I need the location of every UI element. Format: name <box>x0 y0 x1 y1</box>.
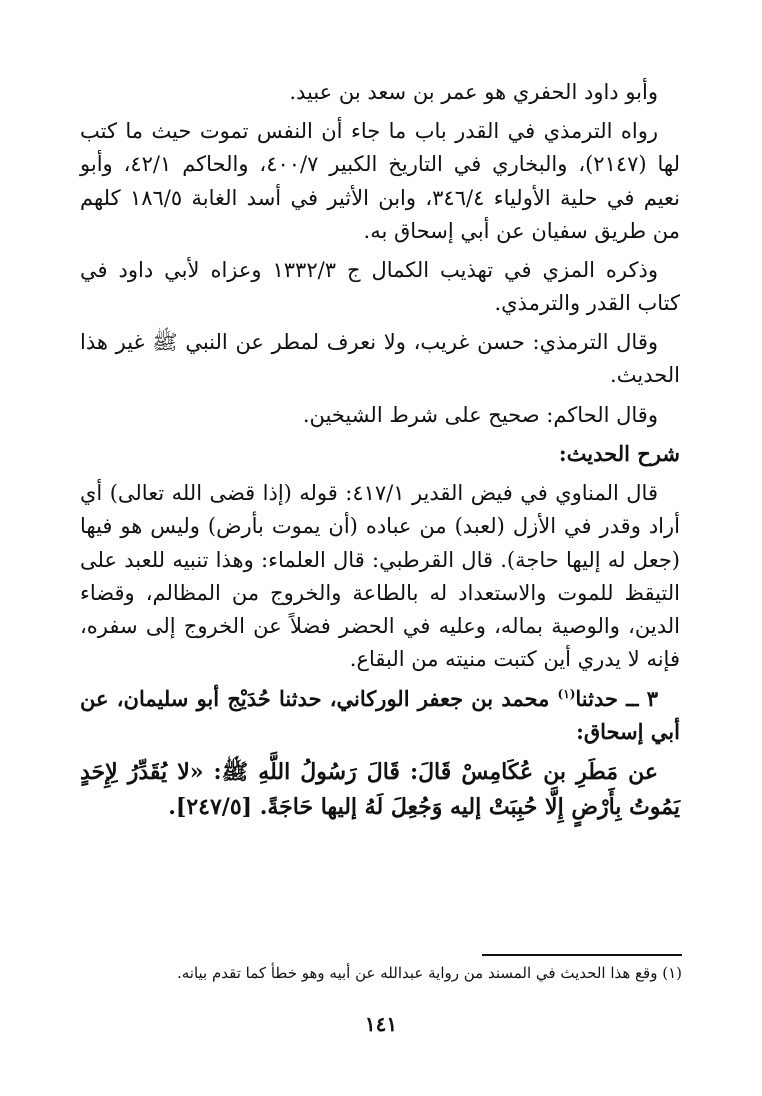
paragraph-hakim-grading: وقال الحاكم: صحيح على شرط الشيخين. <box>302 402 658 427</box>
isnad-number: ٣ ــ حدثنا <box>575 686 658 712</box>
paragraph-sources: رواه الترمذي في القدر باب ما جاء أن النفس تموت حيث ما كتب لها (٢١٤٧)، والبخاري في التاريخ الكبير ٤٠٠/٧، والحاكم ٤٢/١، وأبو نعيم في حلية الأولياء ٣٤٦/٤، وابن الأثير في أسد الغابة ١٨٦/٥ كلهم من طريق سفيان عن أبي إسحاق به. <box>80 119 681 243</box>
paragraph-narrator-note: وأبو داود الحفري هو عمر بن سعد بن عبيد. <box>289 80 658 104</box>
paragraph-munawi-commentary: قال المناوي في فيض القدير ٤١٧/١: قوله (إذا قضى الله تعالى) أي أراد وقدر في الأزل (لعبد) من عباده (أن يموت بأرض) وليس هو فيها (جعل له إليها حاجة). قال القرطبي: قال العلماء: وهذا تنبيه للعبد على التيقظ للموت والاستعداد له بالطاعة والخروج من المظالم، وقضاء الدين، والوصية بماله، وعليه في الحضر فضلاً عن الخروج إلى سفره، فإنه لا يدري أين كتبت منيته من البقاع. <box>80 481 680 672</box>
paragraph-mizzi: وذكره المزي في تهذيب الكمال ج ١٣٣٢/٣ وعزاه لأبي داود في كتاب القدر والترمذي. <box>80 257 680 316</box>
section-heading-explanation: شرح الحديث: <box>558 440 680 466</box>
footnote: (١) وقع هذا الحديث في المسند من رواية عبدالله عن أبيه وهو خطأ كما تقدم بيانه. <box>176 964 682 982</box>
paragraph-isnad <box>80 682 680 748</box>
page-body <box>80 76 680 832</box>
isnad-text: محمد بن جعفر الوركاني، حدثنا حُدَيْج أبو سليمان، عن أبي إسحاق: <box>80 686 680 745</box>
page-number: ١٤١ <box>364 1012 398 1036</box>
paragraph-tirmidhi-grading: وقال الترمذي: حسن غريب، ولا نعرف لمطر عن النبي ﷺ غير هذا الحديث. <box>80 330 680 388</box>
footnote-marker: (١) <box>557 687 576 702</box>
paragraph-hadith-text: عن مَطَرِ بن عُكَامِسْ قَالَ: قَالَ رَسُولُ اللَّهِ ﷺ: «لا يُقَدِّرُ لِإِحَدٍ يَمُوتُ بِأَرْضٍ إِلَّا حُبِبَتْ إليه وَجُعِلَ لَهُ إليها حَاجَةً. [٢٤٧/٥]. <box>80 758 680 821</box>
footnote-divider <box>482 954 682 956</box>
